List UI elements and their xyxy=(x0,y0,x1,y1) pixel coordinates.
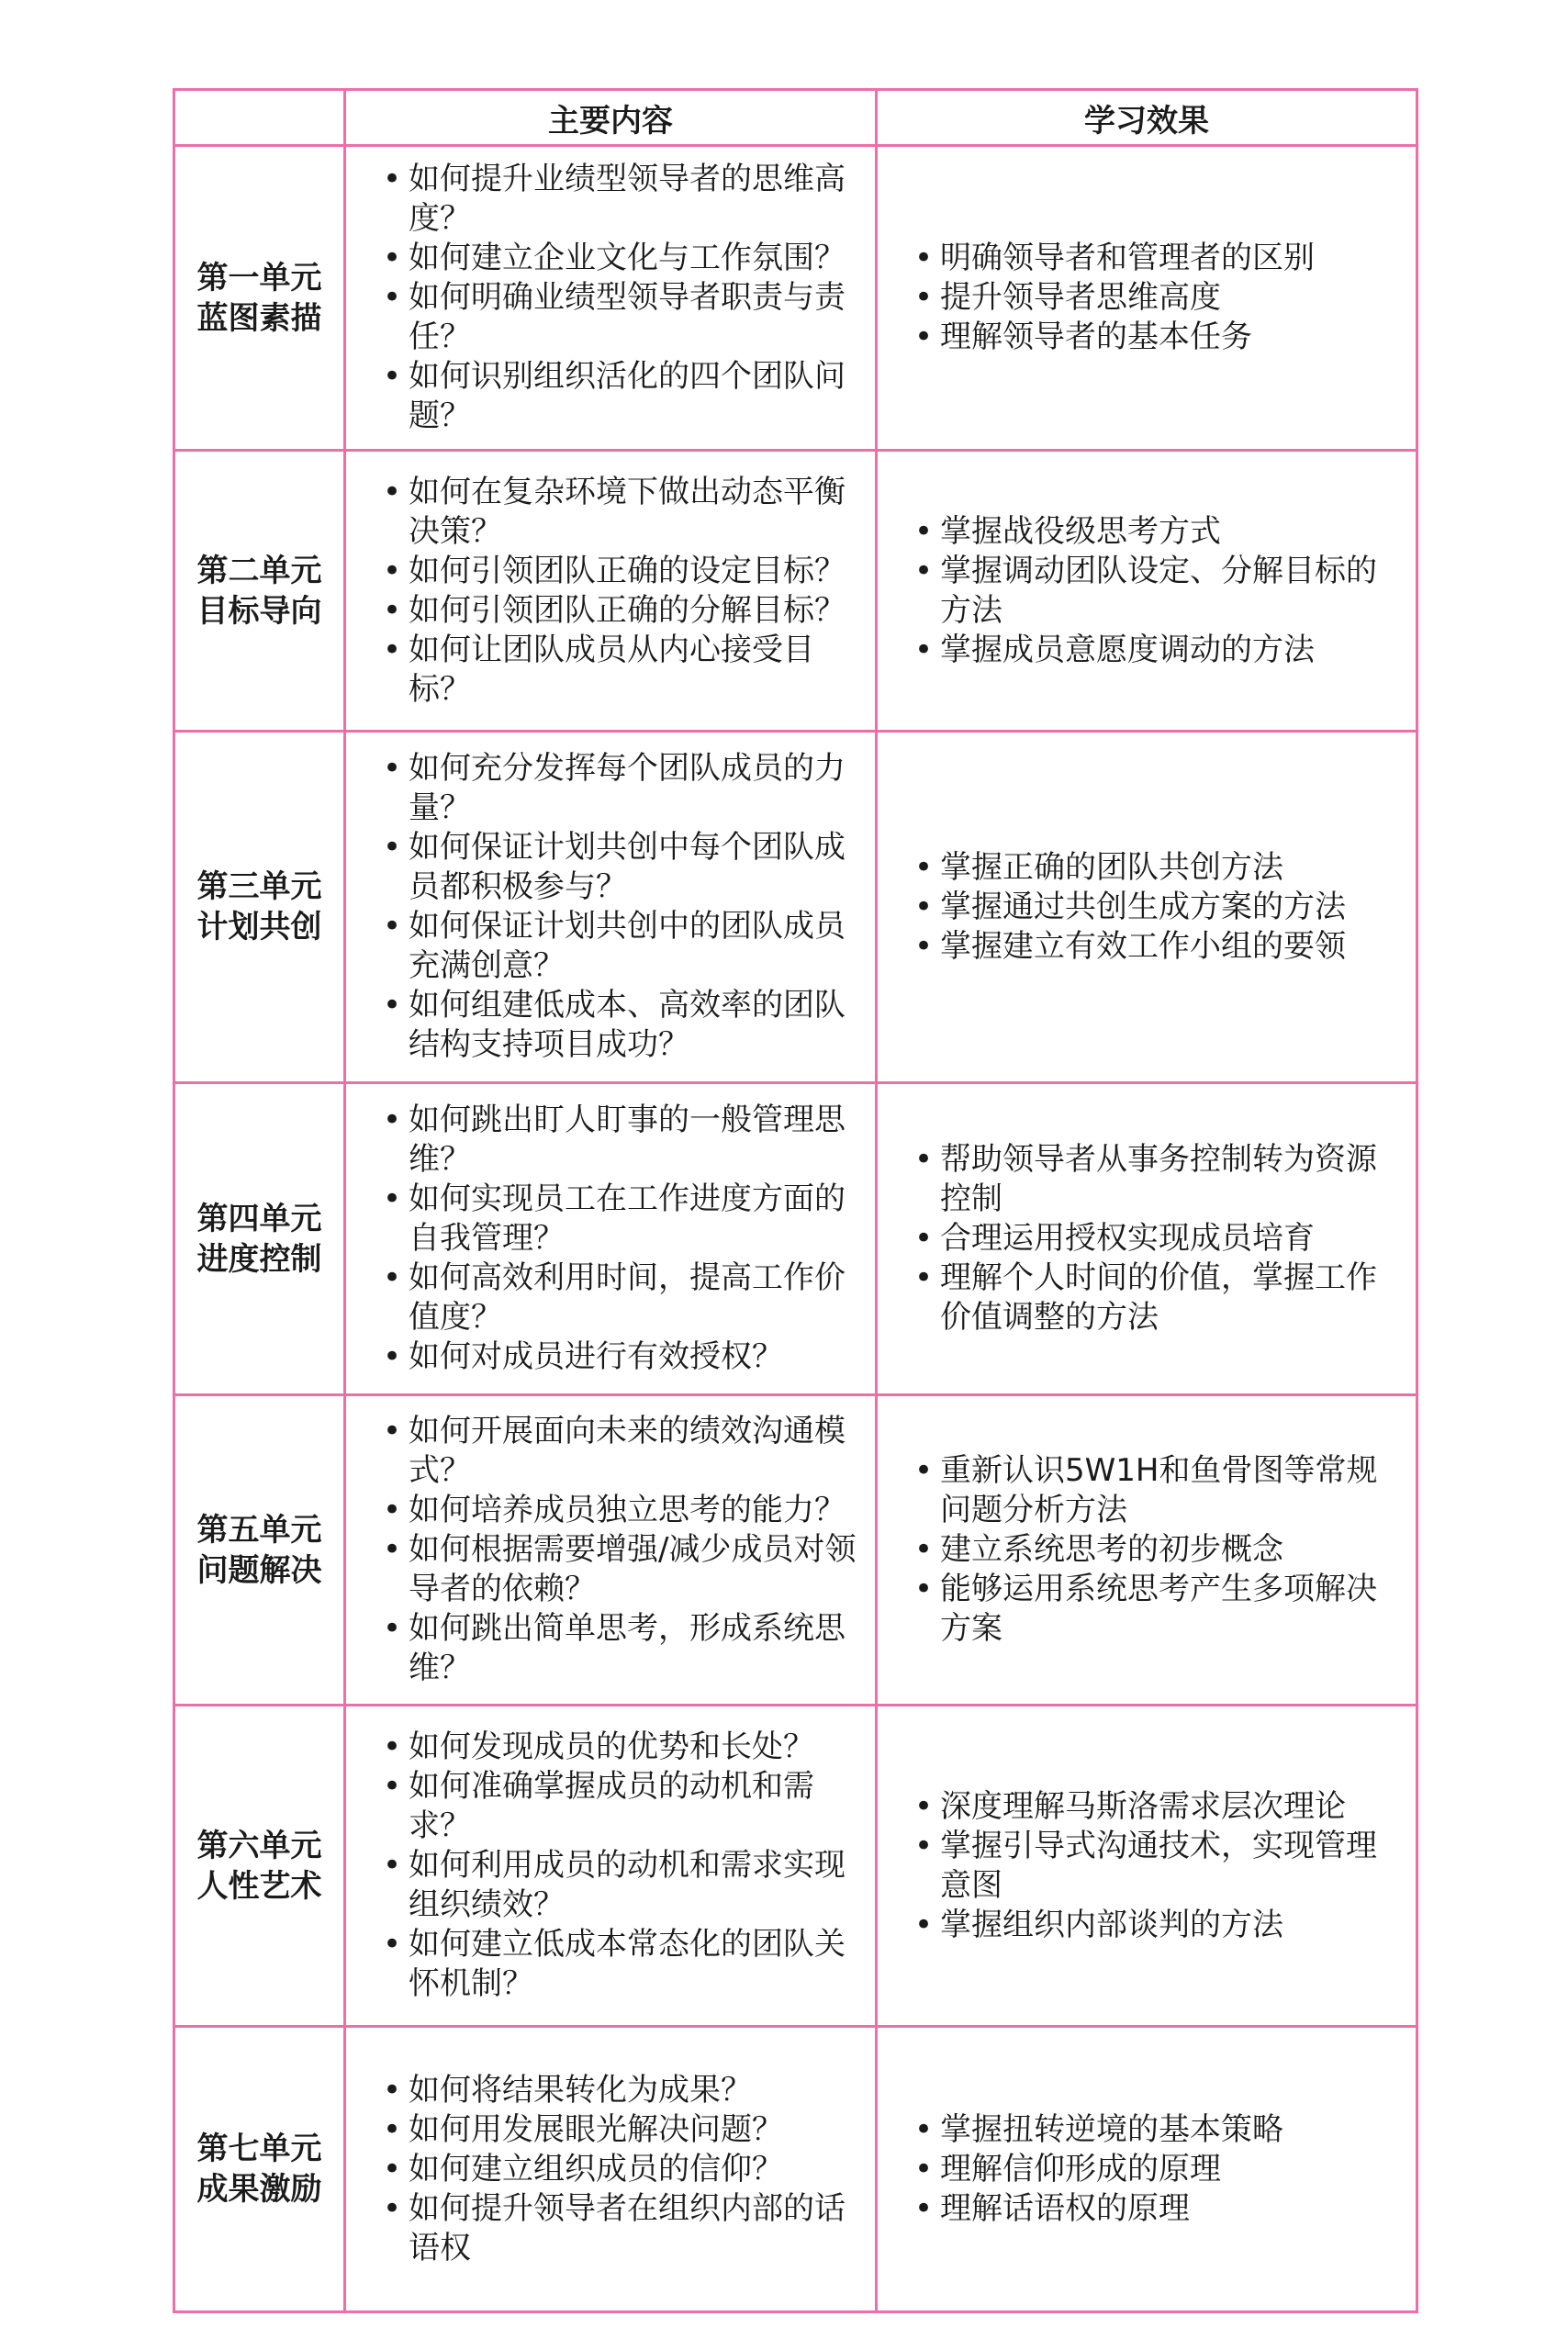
content-item: • 如何提升领导者在组织内部的话语权 xyxy=(383,2189,858,2268)
unit-title-cell xyxy=(174,732,345,1083)
content-item: • 如何建立企业文化与工作氛围？ xyxy=(383,239,858,278)
effect-item: • 掌握调动团队设定、分解目标的方法 xyxy=(914,552,1403,631)
main-content-cell xyxy=(345,2027,877,2312)
content-item: • 如何识别组织活化的四个团队问题？ xyxy=(383,357,858,436)
effect-item: • 建立系统思考的初步概念 xyxy=(914,1530,1403,1570)
content-item: • 如何让团队成员从内心接受目标？ xyxy=(383,631,858,710)
effect-list xyxy=(914,2110,1403,2229)
table-row xyxy=(174,1395,1417,1706)
unit-topic: 蓝图素描 xyxy=(196,299,322,337)
unit-topic: 进度控制 xyxy=(196,1240,322,1278)
effect-item: • 掌握扭转逆境的基本策略 xyxy=(914,2110,1403,2150)
header-learning-effect: 学习效果 xyxy=(877,90,1417,146)
learning-effect-cell xyxy=(877,1395,1417,1706)
unit-number: 第七单元 xyxy=(196,2131,322,2167)
unit-title-cell xyxy=(174,2027,345,2312)
content-list xyxy=(383,2071,858,2268)
unit-topic: 问题解决 xyxy=(196,1551,322,1589)
content-item: • 如何根据需要增强/减少成员对领导者的依赖？ xyxy=(383,1530,858,1609)
effect-item: • 掌握成员意愿度调动的方法 xyxy=(914,631,1403,670)
content-item: • 如何利用成员的动机和需求实现组织绩效？ xyxy=(383,1846,858,1925)
unit-title-cell xyxy=(174,1395,345,1706)
content-item: • 如何建立低成本常态化的团队关怀机制？ xyxy=(383,1925,858,2004)
table-row xyxy=(174,1706,1417,2027)
content-item: • 如何培养成员独立思考的能力？ xyxy=(383,1491,858,1530)
effect-list xyxy=(914,1787,1403,1945)
effect-list xyxy=(914,848,1403,967)
effect-item: • 掌握正确的团队共创方法 xyxy=(914,848,1403,888)
effect-item: • 理解话语权的原理 xyxy=(914,2189,1403,2229)
effect-item: • 明确领导者和管理者的区别 xyxy=(914,239,1403,278)
effect-item: • 能够运用系统思考产生多项解决方案 xyxy=(914,1570,1403,1649)
learning-effect-cell xyxy=(877,451,1417,732)
unit-number: 第四单元 xyxy=(196,1200,322,1237)
effect-item: • 掌握通过共创生成方案的方法 xyxy=(914,888,1403,927)
effect-item: • 提升领导者思维高度 xyxy=(914,278,1403,318)
table-row xyxy=(174,451,1417,732)
effect-item: • 掌握战役级思考方式 xyxy=(914,512,1403,552)
content-list xyxy=(383,1101,858,1377)
content-list xyxy=(383,160,858,436)
effect-item: • 帮助领导者从事务控制转为资源控制 xyxy=(914,1140,1403,1219)
table-row xyxy=(174,2027,1417,2312)
table-header-row xyxy=(174,90,1417,146)
effect-list xyxy=(914,512,1403,670)
content-item: • 如何保证计划共创中每个团队成员都积极参与？ xyxy=(383,828,858,907)
content-item: • 如何准确掌握成员的动机和需求？ xyxy=(383,1767,858,1846)
effect-item: • 理解个人时间的价值，掌握工作价值调整的方法 xyxy=(914,1259,1403,1337)
learning-effect-cell xyxy=(877,2027,1417,2312)
content-item: • 如何跳出简单思考，形成系统思维？ xyxy=(383,1609,858,1688)
header-main-content: 主要内容 xyxy=(345,90,877,146)
effect-item: • 深度理解马斯洛需求层次理论 xyxy=(914,1787,1403,1827)
effect-item: • 合理运用授权实现成员培育 xyxy=(914,1219,1403,1259)
unit-topic: 人性艺术 xyxy=(196,1867,322,1905)
effect-item: • 掌握引导式沟通技术，实现管理意图 xyxy=(914,1827,1403,1906)
content-item: • 如何开展面向未来的绩效沟通模式？ xyxy=(383,1412,858,1491)
content-item: • 如何引领团队正确的设定目标？ xyxy=(383,552,858,591)
content-item: • 如何充分发挥每个团队成员的力量？ xyxy=(383,749,858,828)
content-item: • 如何跳出盯人盯事的一般管理思维？ xyxy=(383,1101,858,1180)
content-list xyxy=(383,1412,858,1688)
main-content-cell xyxy=(345,1083,877,1395)
course-outline-table xyxy=(173,88,1418,2313)
learning-effect-cell xyxy=(877,1083,1417,1395)
unit-title-cell xyxy=(174,146,345,451)
effect-item: • 掌握建立有效工作小组的要领 xyxy=(914,927,1403,967)
unit-topic: 目标导向 xyxy=(196,592,322,630)
main-content-cell xyxy=(345,146,877,451)
table-row xyxy=(174,1083,1417,1395)
content-item: • 如何用发展眼光解决问题？ xyxy=(383,2110,858,2150)
learning-effect-cell xyxy=(877,146,1417,451)
table-row xyxy=(174,732,1417,1083)
effect-item: • 掌握组织内部谈判的方法 xyxy=(914,1906,1403,1945)
unit-title-cell xyxy=(174,451,345,732)
unit-topic: 计划共创 xyxy=(196,909,322,945)
content-list xyxy=(383,473,858,710)
main-content-cell xyxy=(345,451,877,732)
content-item: • 如何建立组织成员的信仰？ xyxy=(383,2150,858,2189)
effect-list xyxy=(914,239,1403,357)
header-corner-cell xyxy=(174,90,345,146)
content-item: • 如何将结果转化为成果？ xyxy=(383,2071,858,2110)
unit-title-cell xyxy=(174,1706,345,2027)
content-list xyxy=(383,1728,858,2004)
content-item: • 如何组建低成本、高效率的团队结构支持项目成功？ xyxy=(383,986,858,1065)
unit-number: 第三单元 xyxy=(196,868,322,905)
content-item: • 如何在复杂环境下做出动态平衡决策？ xyxy=(383,473,858,552)
effect-list xyxy=(914,1451,1403,1649)
learning-effect-cell xyxy=(877,732,1417,1083)
effect-list xyxy=(914,1140,1403,1337)
effect-item: • 理解信仰形成的原理 xyxy=(914,2150,1403,2189)
course-outline-document xyxy=(173,88,1416,2308)
unit-number: 第五单元 xyxy=(196,1511,322,1549)
main-content-cell xyxy=(345,732,877,1083)
learning-effect-cell xyxy=(877,1706,1417,2027)
unit-number: 第二单元 xyxy=(196,552,322,589)
content-item: • 如何对成员进行有效授权？ xyxy=(383,1337,858,1377)
unit-number: 第六单元 xyxy=(196,1827,322,1864)
table-row xyxy=(174,146,1417,451)
content-item: • 如何实现员工在工作进度方面的自我管理？ xyxy=(383,1180,858,1259)
effect-item: • 重新认识5W1H和鱼骨图等常规问题分析方法 xyxy=(914,1451,1403,1530)
content-list xyxy=(383,749,858,1065)
content-item: • 如何高效利用时间，提高工作价值度？ xyxy=(383,1259,858,1337)
unit-topic: 成果激励 xyxy=(196,2171,322,2208)
content-item: • 如何发现成员的优势和长处？ xyxy=(383,1728,858,1767)
content-item: • 如何提升业绩型领导者的思维高度？ xyxy=(383,160,858,239)
unit-number: 第一单元 xyxy=(196,259,322,296)
content-item: • 如何引领团队正确的分解目标？ xyxy=(383,591,858,631)
effect-item: • 理解领导者的基本任务 xyxy=(914,318,1403,357)
unit-title-cell xyxy=(174,1083,345,1395)
main-content-cell xyxy=(345,1706,877,2027)
content-item: • 如何明确业绩型领导者职责与责任？ xyxy=(383,278,858,357)
main-content-cell xyxy=(345,1395,877,1706)
content-item: • 如何保证计划共创中的团队成员充满创意？ xyxy=(383,907,858,986)
